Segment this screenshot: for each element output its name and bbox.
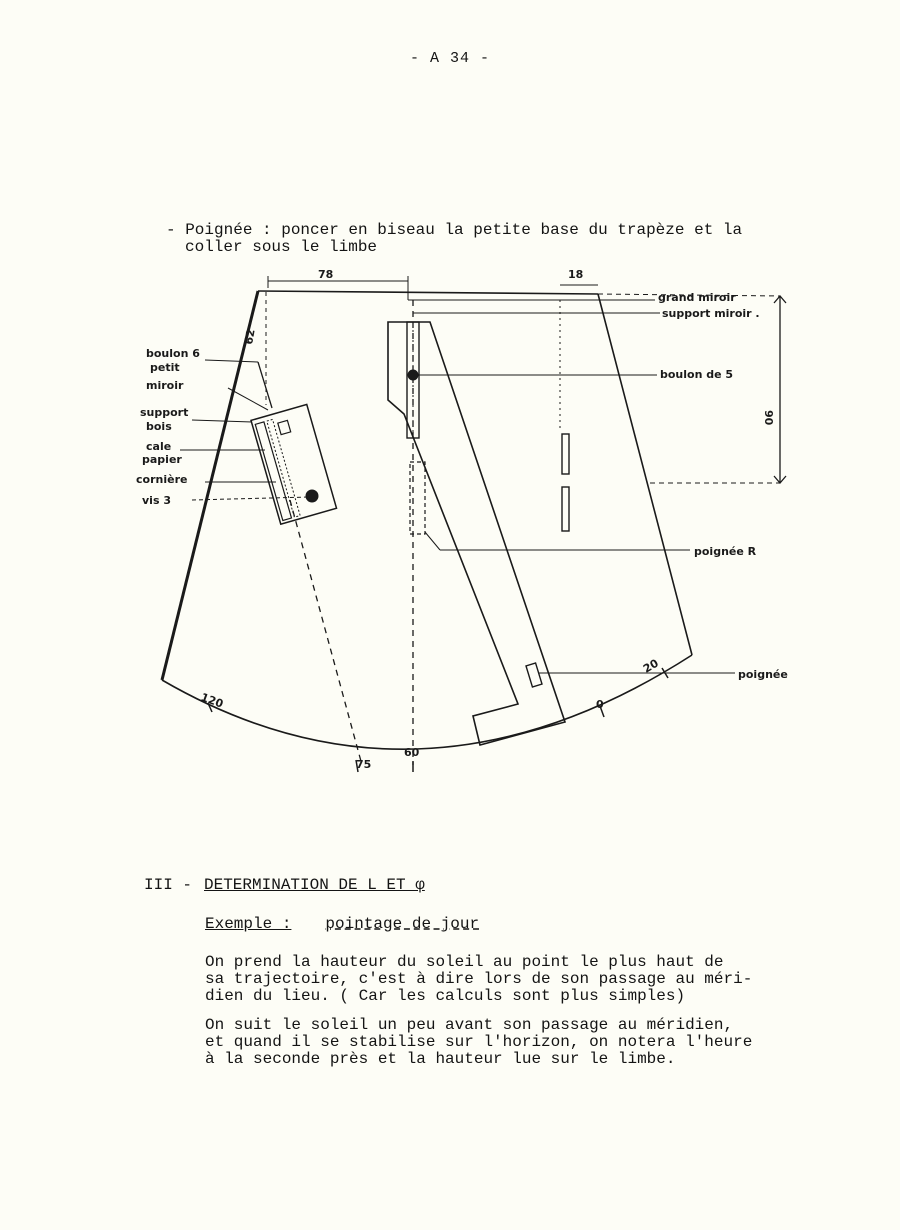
dim-62-label: 62 (242, 328, 258, 346)
slot-upper (562, 434, 569, 474)
slot-lower (562, 487, 569, 531)
handle-r (410, 462, 425, 534)
limb-arc (162, 655, 692, 749)
scale-0: 0 (596, 698, 604, 711)
scale-20: 20 (641, 656, 661, 676)
label-poignee-r: poignée R (694, 545, 757, 558)
example-value: pointage de jour (325, 915, 480, 933)
label-support: support (140, 406, 189, 419)
scale-75: 75 (356, 758, 372, 771)
label-poignee: poignée (738, 668, 788, 681)
section-heading (144, 877, 844, 894)
label-corniere: cornière (136, 473, 188, 486)
example-line (205, 915, 479, 933)
label-miroir: miroir (146, 379, 184, 392)
small-mirror-assembly (251, 404, 337, 524)
label-support-miroir: support miroir . (662, 307, 760, 320)
paragraph-1 (205, 954, 845, 1005)
paragraph-2-line-3: à la seconde près et la hauteur lue sur le limbe. (205, 1050, 676, 1068)
page-number: - A 34 - (409, 50, 490, 67)
index-arm (388, 322, 565, 745)
dim-18-label: 18 (568, 268, 584, 281)
dim-90-label: 90 (762, 410, 775, 426)
label-bois: bois (146, 420, 172, 433)
screw-3 (306, 490, 318, 502)
label-vis3: vis 3 (142, 494, 171, 507)
frame-top-edge (258, 291, 598, 294)
dim-78-label: 78 (318, 268, 334, 281)
arm-slot (526, 663, 542, 687)
scale-120: 120 (198, 690, 226, 711)
paragraph-1-line-3: dien du lieu. ( Car les calculs sont plus simples) (205, 987, 686, 1005)
paragraph-2-line-2: et quand il se stabilise sur l'horizon, on notera l'heure (205, 1033, 753, 1051)
paragraph-1-line-1: On prend la hauteur du soleil au point le plus haut de (205, 953, 724, 971)
intro-line-2: coller sous le limbe (185, 238, 378, 256)
example-label: Exemple : (205, 915, 292, 933)
label-boulon6: boulon 6 (146, 347, 200, 360)
scale-60: 60 (404, 746, 420, 759)
section-number: III - (144, 876, 193, 894)
label-cale: cale (146, 440, 172, 453)
label-boulon5: boulon de 5 (660, 368, 734, 381)
label-petit: petit (150, 361, 180, 374)
label-papier: papier (142, 453, 182, 466)
label-grand-miroir: grand miroir (658, 291, 736, 304)
intro-line-1: - Poignée : poncer en biseau la petite base du trapèze et la (166, 221, 743, 239)
sight-line-75 (290, 500, 362, 765)
frame-right-edge (598, 294, 692, 655)
paragraph-2-line-1: On suit le soleil un peu avant son passage au méridien, (205, 1016, 734, 1034)
paragraph-2 (205, 1017, 845, 1068)
section-title: DETERMINATION DE L ET φ (204, 876, 425, 894)
paragraph-1-line-2: sa trajectoire, c'est à dire lors de son passage au méri- (205, 970, 753, 988)
